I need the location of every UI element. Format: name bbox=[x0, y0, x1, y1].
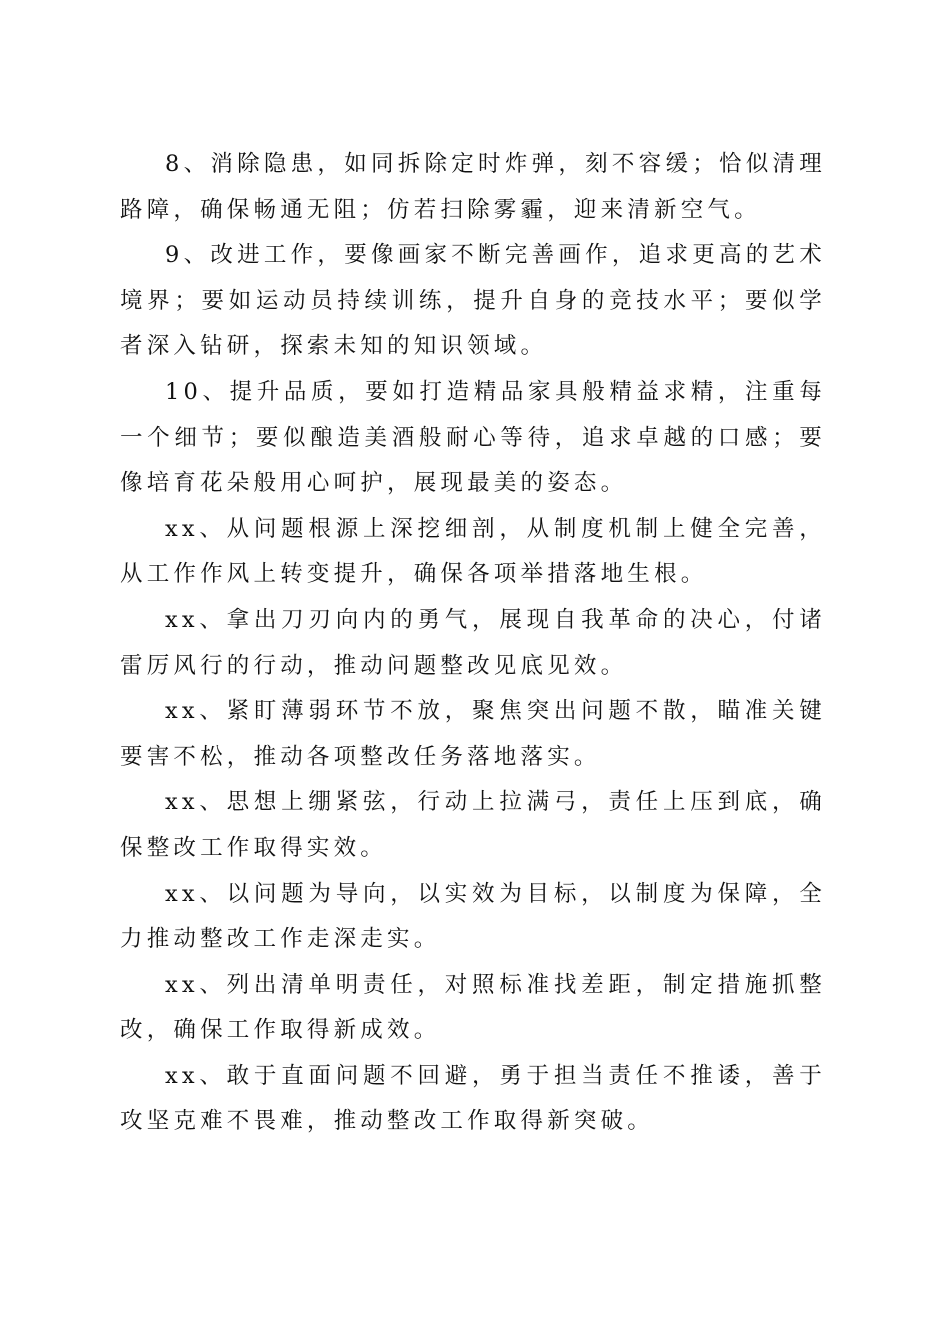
paragraph-10: 10、提升品质，要如打造精品家具般精益求精，注重每一个细节；要似酿造美酒般耐心等待，追求卓越的口感；要像培育花朵般用心呵护，展现最美的姿态。 bbox=[120, 378, 826, 497]
paragraph-9: 9、改进工作，要像画家不断完善画作，追求更高的艺术境界；要如运动员持续训练，提升自身的竞技水平；要似学者深入钻研，探索未知的知识领域。 bbox=[120, 242, 826, 360]
paragraph-xx-mindset: xx、思想上绷紧弦，行动上拉满弓，责任上压到底，确保整改工作取得实效。 bbox=[120, 789, 826, 861]
paragraph-xx-checklist: xx、列出清单明责任，对照标准找差距，制定措施抓整改，确保工作取得新成效。 bbox=[120, 971, 826, 1044]
paragraph-xx-face-problems: xx、敢于直面问题不回避，勇于担当责任不推诿，善于攻坚克难不畏难，推动整改工作取得新突破。 bbox=[120, 1062, 826, 1135]
paragraph-8: 8、消除隐患，如同拆除定时炸弹，刻不容缓；恰似清理路障，确保畅通无阻；仿若扫除雾霾，迎来清新空气。 bbox=[120, 151, 826, 223]
paragraph-xx-weak-links: xx、紧盯薄弱环节不放，聚焦突出问题不散，瞄准关键要害不松，推动各项整改任务落地落实。 bbox=[120, 698, 826, 770]
paragraph-xx-courage: xx、拿出刀刃向内的勇气，展现自我革命的决心，付诸雷厉风行的行动，推动问题整改见底见效。 bbox=[120, 606, 826, 679]
paragraph-xx-root-cause: xx、从问题根源上深挖细剖，从制度机制上健全完善，从工作作风上转变提升，确保各项举措落地生根。 bbox=[120, 515, 826, 588]
paragraph-xx-problem-oriented: xx、以问题为导向，以实效为目标，以制度为保障，全力推动整改工作走深走实。 bbox=[120, 880, 826, 953]
document-body bbox=[120, 142, 826, 1145]
